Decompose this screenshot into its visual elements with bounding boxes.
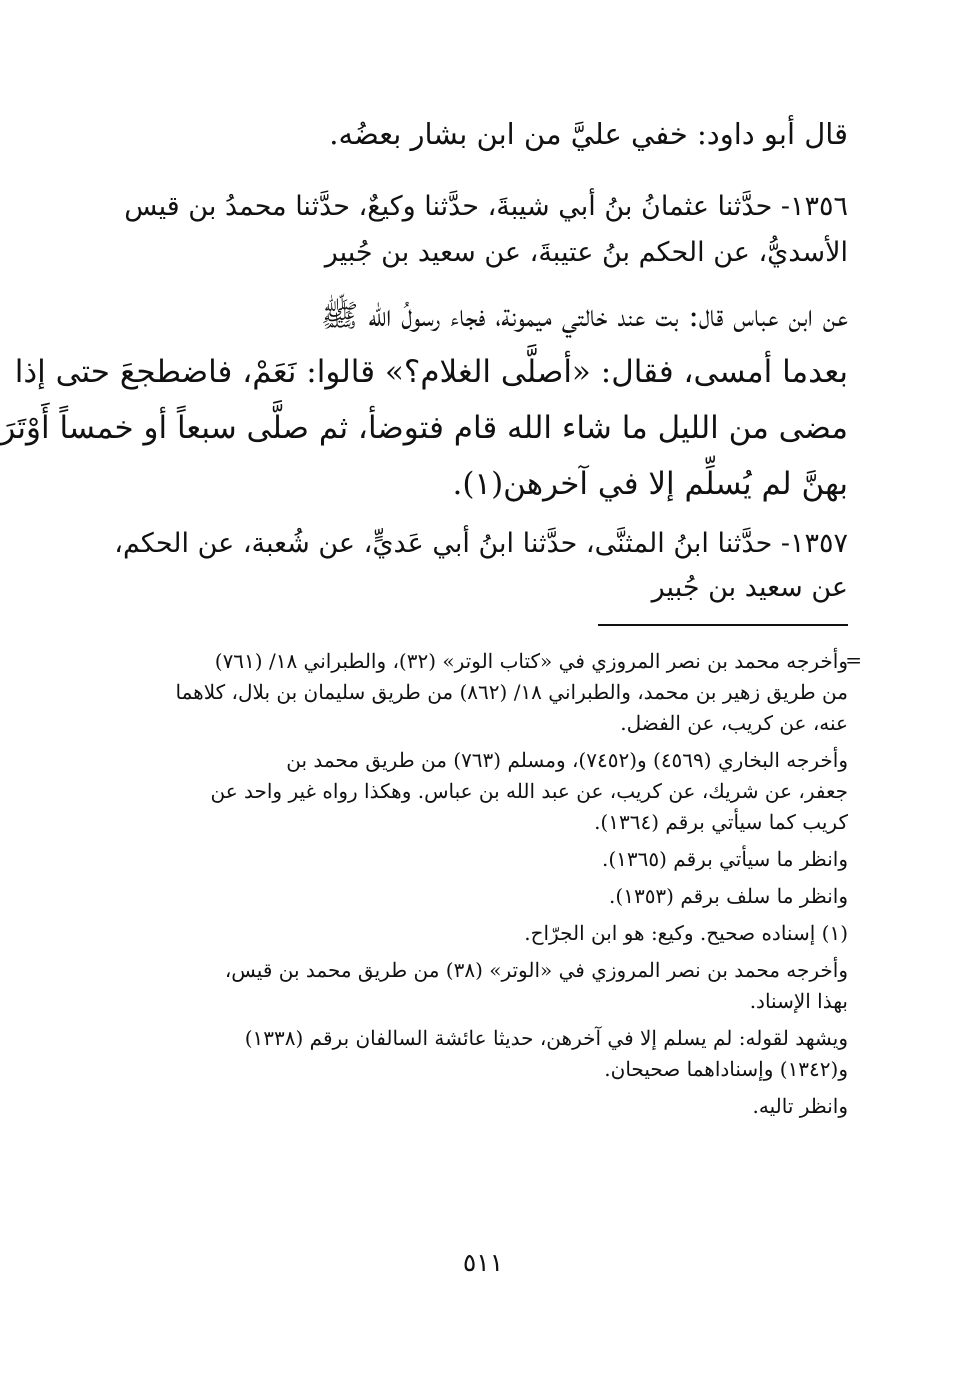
text-line: قال أبو داود: خفي عليَّ من ابن بشار بعضُه. <box>329 117 848 151</box>
footnote-line: وانظر تاليه. <box>752 1094 848 1118</box>
footnote-paragraph <box>132 918 848 949</box>
footnote-paragraph <box>132 646 848 739</box>
hadith-1356-text <box>0 288 848 512</box>
page-number: ٥١١ <box>462 1248 504 1277</box>
text-line: عن سعيد بن جُبير <box>651 572 848 603</box>
footnote-line: عنه، عن كريب، عن الفضل. <box>620 711 848 735</box>
text-line: عن ابن عباس قال: بت عند خالتي ميمونة، فجاء رسولُ الله ﷺ <box>320 298 848 334</box>
footnote-line: ويشهد لقوله: لم يسلم إلا في آخرهن، حديثا عائشة السالفان برقم (١٣٣٨) <box>244 1026 848 1050</box>
footnote-paragraph <box>132 1023 848 1085</box>
footnote-line: بهذا الإسناد. <box>749 989 848 1013</box>
footnote-line: وأخرجه محمد بن نصر المروزي في «الوتر» (٣٨) من طريق محمد بن قيس، <box>224 958 848 982</box>
footnote-paragraph <box>132 955 848 1017</box>
footnote-line: و(١٣٤٢) وإسناداهما صحيحان. <box>604 1057 848 1081</box>
footnote-line: من طريق زهير بن محمد، والطبراني ١٨/ (٨٦٢) من طريق سليمان بن بلال، كلاهما <box>175 680 848 704</box>
footnote-line: وأخرجه البخاري (٤٥٦٩) و(٧٤٥٢)، ومسلم (٧٦٣) من طريق محمد بن <box>286 748 848 772</box>
hadith-1356-chain <box>124 184 848 276</box>
text-line: بعدما أمسى، فقال: «أصلَّى الغلام؟» قالوا: نَعَمْ، فاضطجعَ حتى إذا <box>14 354 848 390</box>
main-paragraph-1 <box>132 112 848 156</box>
footnotes <box>132 646 848 1128</box>
footnote-divider <box>598 624 848 626</box>
footnote-continuation-mark: = <box>845 648 862 672</box>
text-line: مضى من الليل ما شاء الله قام فتوضأ، ثم صلَّى سبعاً أو خمساً أَوْتَرَ <box>0 410 848 446</box>
text-line: ١٣٥٧- حدَّثنا ابنُ المثنَّى، حدَّثنا ابنُ أبي عَديٍّ، عن شُعبة، عن الحكم، <box>114 528 848 559</box>
footnote-paragraph <box>132 881 848 912</box>
text-line: ١٣٥٦- حدَّثنا عثمانُ بنُ أبي شيبةَ، حدَّثنا وكيعٌ، حدَّثنا محمدُ بن قيس <box>124 191 848 222</box>
footnote-paragraph <box>132 844 848 875</box>
footnote-line: جعفر، عن شريك، عن كريب، عن عبد الله بن عباس. وهكذا رواه غير واحد عن <box>210 779 848 803</box>
footnote-line: وانظر ما سلف برقم (١٣٥٣). <box>609 884 848 908</box>
footnote-line: (١) إسناده صحيح. وكيع: هو ابن الجرّاح. <box>524 921 848 945</box>
text-line: الأسديُّ، عن الحكم بنُ عتيبةَ، عن سعيد بن جُبير <box>324 237 848 268</box>
footnote-line: كريب كما سيأتي برقم (١٣٦٤). <box>594 810 848 834</box>
footnote-line: وأخرجه محمد بن نصر المروزي في «كتاب الوتر» (٣٢)، والطبراني ١٨/ (٧٦١) <box>214 649 848 673</box>
footnote-line: وانظر ما سيأتي برقم (١٣٦٥). <box>602 847 848 871</box>
footnote-paragraph <box>132 1091 848 1122</box>
text-line: بهنَّ لم يُسلِّم إلا في آخرهن(١). <box>452 466 848 502</box>
footnote-paragraph <box>132 745 848 838</box>
hadith-1357-chain <box>114 522 848 610</box>
